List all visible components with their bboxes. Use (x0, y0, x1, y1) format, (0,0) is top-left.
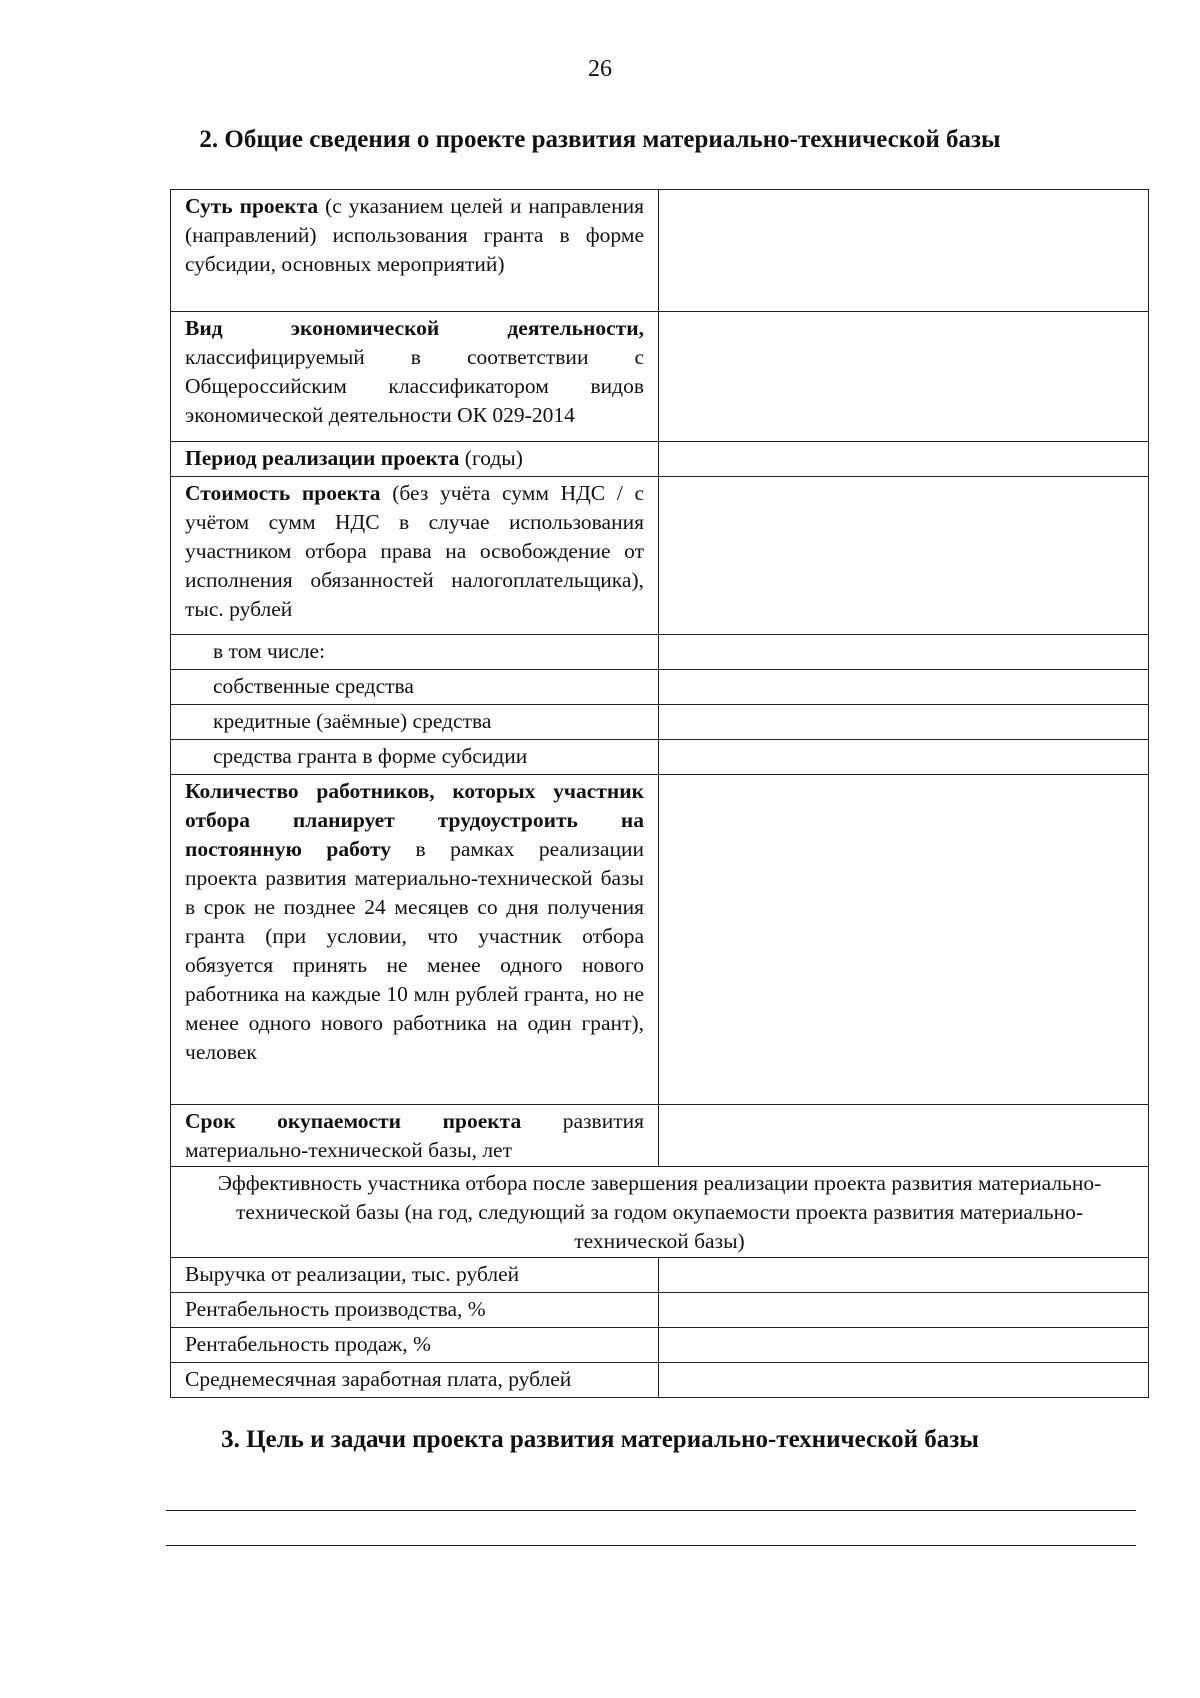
row-label-text: (с указанием целей и направления (направлений) использования гранта в форме субсидии, основных мероприятий) (185, 194, 644, 276)
table-row (171, 740, 1149, 775)
row-label: кредитные (заёмные) средства (171, 705, 659, 740)
table-row (171, 477, 1149, 635)
row-label-text: в рамках реализации проекта развития материально-технической базы в срок не позднее 24 месяцев со дня получения гранта (при условии, что участник отбора обязуется принять не менее одного нового работника на каждые 10 млн рублей гранта, но не менее одного нового работника на один грант), человек (185, 837, 644, 1064)
row-label-text: (без учёта сумм НДС / с учётом сумм НДС в случае использования участником отбора права на освобождение от исполнения обязанностей налогоплательщика), тыс. рублей (185, 481, 645, 621)
table-row (171, 442, 1149, 477)
row-label-bold: Срок окупаемости проекта (185, 1109, 522, 1133)
value-cell[interactable] (659, 740, 1149, 775)
fill-in-line[interactable] (166, 1510, 1136, 1511)
project-info-table (170, 189, 1149, 1398)
table-row (171, 1363, 1149, 1398)
value-cell[interactable] (659, 477, 1149, 635)
table-row (171, 1328, 1149, 1363)
value-cell[interactable] (659, 1363, 1149, 1398)
table-row (171, 1258, 1149, 1293)
table-row (171, 635, 1149, 670)
table-row (171, 190, 1149, 312)
row-label: Выручка от реализации, тыс. рублей (171, 1258, 659, 1293)
value-cell[interactable] (659, 312, 1149, 442)
table-row (171, 312, 1149, 442)
row-label-bold: Вид экономической деятельности, (185, 316, 644, 340)
row-label-text: (годы) (459, 446, 523, 470)
value-cell[interactable] (659, 775, 1149, 1105)
row-label: Рентабельность продаж, % (171, 1328, 659, 1363)
value-cell[interactable] (659, 705, 1149, 740)
page-number: 26 (588, 56, 612, 82)
table-row (171, 1105, 1149, 1167)
row-label-text: развития материально-технической базы, лет (185, 1109, 644, 1162)
value-cell[interactable] (659, 670, 1149, 705)
row-label-text: классифицируемый в соответствии с Общероссийским классификатором видов экономической деятельности ОК 029-2014 (185, 345, 644, 427)
value-cell[interactable] (659, 190, 1149, 312)
value-cell[interactable] (659, 442, 1149, 477)
row-label (171, 775, 659, 1105)
section-3-title: 3. Цель и задачи проекта развития материально-технической базы (221, 1426, 979, 1453)
row-label: в том числе: (171, 635, 659, 670)
row-label: собственные средства (171, 670, 659, 705)
table-row (171, 775, 1149, 1105)
efficiency-header-row (171, 1167, 1149, 1258)
table-row (171, 705, 1149, 740)
value-cell[interactable] (659, 635, 1149, 670)
row-label: Среднемесячная заработная плата, рублей (171, 1363, 659, 1398)
row-label: средства гранта в форме субсидии (171, 740, 659, 775)
table-row (171, 1293, 1149, 1328)
value-cell[interactable] (659, 1105, 1149, 1167)
row-label (171, 477, 659, 635)
value-cell[interactable] (659, 1328, 1149, 1363)
value-cell[interactable] (659, 1293, 1149, 1328)
row-label: Рентабельность производства, % (171, 1293, 659, 1328)
table-row (171, 670, 1149, 705)
row-label (171, 312, 659, 442)
efficiency-header: Эффективность участника отбора после завершения реализации проекта развития материально-технической базы (на год, следующий за годом окупаемости проекта развития материально-технической базы) (171, 1167, 1149, 1258)
row-label (171, 442, 659, 477)
row-label (171, 190, 659, 312)
row-label-bold: Суть проекта (185, 194, 319, 218)
section-2-title: 2. Общие сведения о проекте развития материально-технической базы (199, 126, 1001, 153)
row-label-bold: Количество работников, которых участник отбора планирует трудоустроить на постоянную работу (185, 779, 644, 861)
fill-in-line[interactable] (166, 1545, 1136, 1546)
row-label (171, 1105, 659, 1167)
row-label-bold: Стоимость проекта (185, 481, 381, 505)
value-cell[interactable] (659, 1258, 1149, 1293)
row-label-bold: Период реализации проекта (185, 446, 460, 470)
